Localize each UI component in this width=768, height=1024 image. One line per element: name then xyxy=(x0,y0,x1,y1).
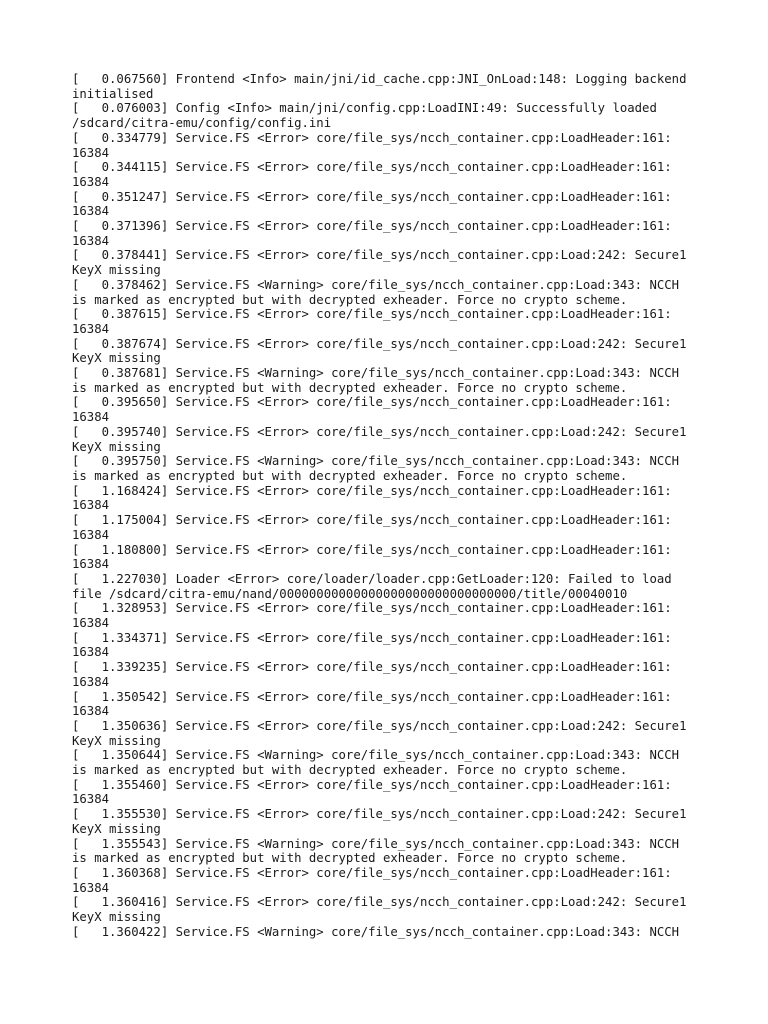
log-line: 16384 xyxy=(72,880,110,895)
log-line: [ 1.339235] Service.FS <Error> core/file_sys/ncch_container.cpp:LoadHeader:161: xyxy=(72,660,672,675)
log-line: [ 0.371396] Service.FS <Error> core/file_sys/ncch_container.cpp:LoadHeader:161: xyxy=(72,219,672,234)
log-line: /sdcard/citra-emu/config/config.ini xyxy=(72,116,332,131)
log-line: [ 0.395750] Service.FS <Warning> core/file_sys/ncch_container.cpp:Load:343: NCCH xyxy=(72,454,680,469)
log-line: [ 0.378462] Service.FS <Warning> core/file_sys/ncch_container.cpp:Load:343: NCCH xyxy=(72,277,680,292)
log-line: [ 1.355543] Service.FS <Warning> core/file_sys/ncch_container.cpp:Load:343: NCCH xyxy=(72,836,680,851)
log-output xyxy=(72,72,712,939)
log-line: [ 1.180800] Service.FS <Error> core/file_sys/ncch_container.cpp:LoadHeader:161: xyxy=(72,542,672,557)
log-line: 16384 xyxy=(72,557,110,572)
log-line: is marked as encrypted but with decrypted exheader. Force no crypto scheme. xyxy=(72,380,628,395)
log-line: is marked as encrypted but with decrypted exheader. Force no crypto scheme. xyxy=(72,468,628,483)
log-line: 16384 xyxy=(72,645,110,660)
log-line: [ 0.076003] Config <Info> main/jni/config.cpp:LoadINI:49: Successfully loaded xyxy=(72,101,657,116)
log-line: KeyX missing xyxy=(72,439,161,454)
log-line: KeyX missing xyxy=(72,821,161,836)
log-line: 16384 xyxy=(72,321,110,336)
log-line: [ 1.168424] Service.FS <Error> core/file_sys/ncch_container.cpp:LoadHeader:161: xyxy=(72,483,672,498)
log-line: file /sdcard/citra-emu/nand/00000000000000000000000000000000/title/00040010 xyxy=(72,586,628,601)
log-line: 16384 xyxy=(72,204,110,219)
log-line: 16384 xyxy=(72,410,110,425)
log-line: [ 0.387681] Service.FS <Warning> core/file_sys/ncch_container.cpp:Load:343: NCCH xyxy=(72,366,680,381)
log-line: [ 0.387674] Service.FS <Error> core/file_sys/ncch_container.cpp:Load:242: Secure1 xyxy=(72,336,687,351)
log-line: is marked as encrypted but with decrypted exheader. Force no crypto scheme. xyxy=(72,292,628,307)
log-line: [ 0.395740] Service.FS <Error> core/file_sys/ncch_container.cpp:Load:242: Secure1 xyxy=(72,424,687,439)
log-line: 16384 xyxy=(72,498,110,513)
log-line: initialised xyxy=(72,86,154,101)
log-line: [ 1.350542] Service.FS <Error> core/file_sys/ncch_container.cpp:LoadHeader:161: xyxy=(72,689,672,704)
log-line: [ 0.351247] Service.FS <Error> core/file_sys/ncch_container.cpp:LoadHeader:161: xyxy=(72,189,672,204)
log-line: [ 1.350644] Service.FS <Warning> core/file_sys/ncch_container.cpp:Load:343: NCCH xyxy=(72,748,680,763)
log-line: [ 0.395650] Service.FS <Error> core/file_sys/ncch_container.cpp:LoadHeader:161: xyxy=(72,395,672,410)
log-line: [ 1.355530] Service.FS <Error> core/file_sys/ncch_container.cpp:Load:242: Secure1 xyxy=(72,807,687,822)
log-line: is marked as encrypted but with decrypted exheader. Force no crypto scheme. xyxy=(72,763,628,778)
log-line: [ 1.360416] Service.FS <Error> core/file_sys/ncch_container.cpp:Load:242: Secure1 xyxy=(72,895,687,910)
log-line: [ 1.355460] Service.FS <Error> core/file_sys/ncch_container.cpp:LoadHeader:161: xyxy=(72,777,672,792)
log-line: [ 0.344115] Service.FS <Error> core/file_sys/ncch_container.cpp:LoadHeader:161: xyxy=(72,160,672,175)
log-line: [ 0.378441] Service.FS <Error> core/file_sys/ncch_container.cpp:Load:242: Secure1 xyxy=(72,248,687,263)
log-line: 16384 xyxy=(72,704,110,719)
log-line: is marked as encrypted but with decrypted exheader. Force no crypto scheme. xyxy=(72,851,628,866)
log-line: [ 1.175004] Service.FS <Error> core/file_sys/ncch_container.cpp:LoadHeader:161: xyxy=(72,513,672,528)
log-line: 16384 xyxy=(72,616,110,631)
log-line: [ 1.227030] Loader <Error> core/loader/loader.cpp:GetLoader:120: Failed to load xyxy=(72,571,672,586)
log-line: [ 1.350636] Service.FS <Error> core/file_sys/ncch_container.cpp:Load:242: Secure1 xyxy=(72,718,687,733)
log-line: [ 1.360422] Service.FS <Warning> core/file_sys/ncch_container.cpp:Load:343: NCCH xyxy=(72,924,680,939)
log-line: 16384 xyxy=(72,233,110,248)
log-line: [ 0.387615] Service.FS <Error> core/file_sys/ncch_container.cpp:LoadHeader:161: xyxy=(72,307,672,322)
log-line: [ 1.328953] Service.FS <Error> core/file_sys/ncch_container.cpp:LoadHeader:161: xyxy=(72,601,672,616)
log-line: 16384 xyxy=(72,674,110,689)
log-line: KeyX missing xyxy=(72,263,161,278)
log-line: [ 1.334371] Service.FS <Error> core/file_sys/ncch_container.cpp:LoadHeader:161: xyxy=(72,630,672,645)
log-line: 16384 xyxy=(72,145,110,160)
log-line: KeyX missing xyxy=(72,733,161,748)
log-line: KeyX missing xyxy=(72,351,161,366)
log-line: [ 0.334779] Service.FS <Error> core/file_sys/ncch_container.cpp:LoadHeader:161: xyxy=(72,130,672,145)
log-line: 16384 xyxy=(72,174,110,189)
log-line: KeyX missing xyxy=(72,910,161,925)
log-line: 16384 xyxy=(72,527,110,542)
log-line: [ 1.360368] Service.FS <Error> core/file_sys/ncch_container.cpp:LoadHeader:161: xyxy=(72,865,672,880)
log-line: [ 0.067560] Frontend <Info> main/jni/id_cache.cpp:JNI_OnLoad:148: Logging backend xyxy=(72,72,687,86)
log-line: 16384 xyxy=(72,792,110,807)
